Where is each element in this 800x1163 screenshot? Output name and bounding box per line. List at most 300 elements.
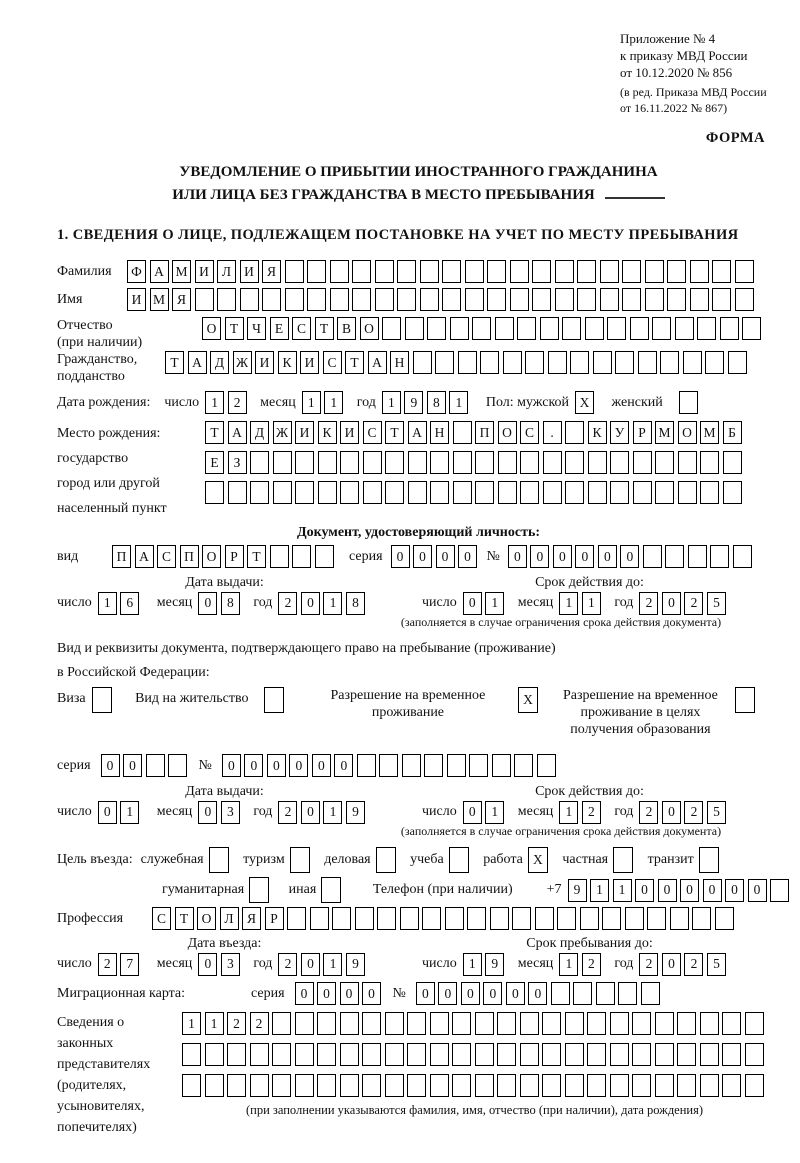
char-box[interactable] (408, 481, 427, 504)
char-box[interactable] (250, 451, 269, 474)
char-box[interactable]: У (610, 421, 629, 444)
char-box[interactable] (475, 451, 494, 474)
char-box[interactable]: М (150, 288, 169, 311)
char-box[interactable] (362, 1074, 381, 1097)
char-box[interactable] (577, 260, 596, 283)
char-box[interactable]: Я (242, 907, 261, 930)
char-box[interactable] (480, 351, 499, 374)
char-box[interactable]: 7 (120, 953, 139, 976)
char-box[interactable]: 0 (334, 754, 353, 777)
checkbox[interactable] (376, 847, 396, 873)
char-box[interactable] (712, 288, 731, 311)
char-box[interactable]: 0 (483, 982, 502, 1005)
char-box[interactable] (723, 451, 742, 474)
char-box[interactable]: Е (270, 317, 289, 340)
char-box[interactable]: М (655, 421, 674, 444)
char-box[interactable] (535, 907, 554, 930)
char-box[interactable]: 0 (317, 982, 336, 1005)
char-box[interactable] (600, 288, 619, 311)
char-box[interactable] (307, 288, 326, 311)
char-box[interactable]: Т (247, 545, 266, 568)
char-box[interactable] (330, 288, 349, 311)
char-box[interactable] (182, 1043, 201, 1066)
char-box[interactable] (495, 317, 514, 340)
char-box[interactable]: И (300, 351, 319, 374)
char-box[interactable] (146, 754, 165, 777)
char-box[interactable]: 0 (508, 545, 527, 568)
char-box[interactable] (690, 260, 709, 283)
char-box[interactable] (385, 1012, 404, 1035)
char-box[interactable] (728, 351, 747, 374)
char-box[interactable] (723, 481, 742, 504)
char-box[interactable] (697, 317, 716, 340)
char-box[interactable] (670, 907, 689, 930)
char-box[interactable]: Б (723, 421, 742, 444)
char-box[interactable] (551, 982, 570, 1005)
char-box[interactable] (453, 421, 472, 444)
char-box[interactable] (647, 907, 666, 930)
char-box[interactable] (407, 1043, 426, 1066)
char-box[interactable] (382, 317, 401, 340)
char-box[interactable] (577, 288, 596, 311)
char-box[interactable] (475, 1074, 494, 1097)
char-box[interactable] (475, 481, 494, 504)
char-box[interactable]: 0 (658, 879, 677, 902)
char-box[interactable] (596, 982, 615, 1005)
char-box[interactable]: 9 (346, 801, 365, 824)
char-box[interactable] (677, 1043, 696, 1066)
char-box[interactable]: 0 (436, 545, 455, 568)
char-box[interactable] (272, 1043, 291, 1066)
checkbox[interactable] (321, 877, 341, 903)
char-box[interactable] (379, 754, 398, 777)
char-box[interactable] (375, 260, 394, 283)
char-box[interactable] (227, 1043, 246, 1066)
char-box[interactable] (565, 421, 584, 444)
char-box[interactable]: 0 (198, 801, 217, 824)
char-box[interactable] (677, 1074, 696, 1097)
char-box[interactable] (465, 260, 484, 283)
char-box[interactable] (745, 1074, 764, 1097)
char-box[interactable]: 1 (485, 801, 504, 824)
char-box[interactable]: Т (385, 421, 404, 444)
char-box[interactable]: К (318, 421, 337, 444)
char-box[interactable]: А (408, 421, 427, 444)
char-box[interactable]: 1 (302, 391, 321, 414)
char-box[interactable] (317, 1074, 336, 1097)
char-box[interactable] (407, 1012, 426, 1035)
char-box[interactable] (318, 481, 337, 504)
char-box[interactable] (315, 545, 334, 568)
char-box[interactable] (688, 545, 707, 568)
char-box[interactable] (655, 1012, 674, 1035)
char-box[interactable]: 0 (416, 982, 435, 1005)
char-box[interactable]: 0 (680, 879, 699, 902)
char-box[interactable] (565, 451, 584, 474)
char-box[interactable]: О (678, 421, 697, 444)
char-box[interactable] (362, 1043, 381, 1066)
char-box[interactable] (632, 1043, 651, 1066)
char-box[interactable] (565, 1043, 584, 1066)
checkbox[interactable] (209, 847, 229, 873)
char-box[interactable] (385, 451, 404, 474)
char-box[interactable] (690, 288, 709, 311)
char-box[interactable]: З (228, 451, 247, 474)
char-box[interactable] (555, 260, 574, 283)
char-box[interactable]: С (152, 907, 171, 930)
char-box[interactable]: 0 (301, 592, 320, 615)
char-box[interactable]: 0 (295, 982, 314, 1005)
char-box[interactable] (532, 288, 551, 311)
char-box[interactable] (413, 351, 432, 374)
char-box[interactable]: 2 (228, 391, 247, 414)
char-box[interactable] (565, 1012, 584, 1035)
char-box[interactable]: О (498, 421, 517, 444)
char-box[interactable] (217, 288, 236, 311)
char-box[interactable]: О (202, 317, 221, 340)
char-box[interactable]: Ж (233, 351, 252, 374)
char-box[interactable]: А (150, 260, 169, 283)
char-box[interactable] (543, 481, 562, 504)
char-box[interactable] (472, 317, 491, 340)
char-box[interactable]: П (180, 545, 199, 568)
char-box[interactable] (630, 317, 649, 340)
char-box[interactable] (402, 754, 421, 777)
char-box[interactable] (580, 907, 599, 930)
char-box[interactable]: 0 (598, 545, 617, 568)
char-box[interactable] (340, 451, 359, 474)
char-box[interactable] (270, 545, 289, 568)
char-box[interactable]: 0 (198, 953, 217, 976)
char-box[interactable] (330, 260, 349, 283)
char-box[interactable]: А (228, 421, 247, 444)
char-box[interactable] (710, 545, 729, 568)
char-box[interactable] (377, 907, 396, 930)
char-box[interactable]: 0 (413, 545, 432, 568)
checkbox[interactable] (92, 687, 112, 713)
char-box[interactable] (622, 260, 641, 283)
char-box[interactable] (503, 351, 522, 374)
char-box[interactable] (205, 1074, 224, 1097)
char-box[interactable]: 0 (458, 545, 477, 568)
char-box[interactable] (475, 1043, 494, 1066)
char-box[interactable] (562, 317, 581, 340)
char-box[interactable] (678, 451, 697, 474)
char-box[interactable]: М (172, 260, 191, 283)
char-box[interactable] (498, 451, 517, 474)
char-box[interactable]: 0 (662, 953, 681, 976)
char-box[interactable]: 0 (662, 801, 681, 824)
char-box[interactable]: Л (217, 260, 236, 283)
char-box[interactable]: 2 (684, 801, 703, 824)
char-box[interactable] (292, 545, 311, 568)
char-box[interactable] (397, 288, 416, 311)
char-box[interactable] (352, 260, 371, 283)
char-box[interactable] (363, 481, 382, 504)
char-box[interactable] (285, 288, 304, 311)
char-box[interactable] (317, 1043, 336, 1066)
char-box[interactable]: 1 (205, 391, 224, 414)
char-box[interactable] (285, 260, 304, 283)
char-box[interactable] (362, 1012, 381, 1035)
char-box[interactable]: 2 (278, 801, 297, 824)
char-box[interactable] (397, 260, 416, 283)
char-box[interactable] (458, 351, 477, 374)
char-box[interactable]: Р (265, 907, 284, 930)
char-box[interactable]: И (127, 288, 146, 311)
char-box[interactable]: 2 (684, 592, 703, 615)
char-box[interactable]: Н (390, 351, 409, 374)
char-box[interactable]: 2 (278, 953, 297, 976)
char-box[interactable] (400, 907, 419, 930)
char-box[interactable] (452, 1043, 471, 1066)
char-box[interactable] (625, 907, 644, 930)
char-box[interactable] (555, 288, 574, 311)
char-box[interactable] (641, 982, 660, 1005)
char-box[interactable] (168, 754, 187, 777)
char-box[interactable]: С (520, 421, 539, 444)
char-box[interactable] (520, 451, 539, 474)
char-box[interactable]: К (278, 351, 297, 374)
char-box[interactable] (287, 907, 306, 930)
char-box[interactable] (722, 1012, 741, 1035)
char-box[interactable] (427, 317, 446, 340)
char-box[interactable]: 3 (221, 953, 240, 976)
char-box[interactable] (655, 451, 674, 474)
char-box[interactable]: 0 (312, 754, 331, 777)
char-box[interactable] (452, 1012, 471, 1035)
checkbox[interactable] (264, 687, 284, 713)
checkbox[interactable] (249, 877, 269, 903)
char-box[interactable]: 2 (250, 1012, 269, 1035)
char-box[interactable]: Я (172, 288, 191, 311)
char-box[interactable] (273, 481, 292, 504)
char-box[interactable] (585, 317, 604, 340)
checkbox[interactable]: X (575, 391, 594, 414)
char-box[interactable] (542, 1043, 561, 1066)
char-box[interactable] (700, 1043, 719, 1066)
char-box[interactable] (610, 1012, 629, 1035)
char-box[interactable] (565, 481, 584, 504)
char-box[interactable] (510, 288, 529, 311)
char-box[interactable]: 8 (427, 391, 446, 414)
char-box[interactable] (610, 481, 629, 504)
char-box[interactable] (497, 1074, 516, 1097)
char-box[interactable] (295, 481, 314, 504)
char-box[interactable]: 5 (707, 592, 726, 615)
char-box[interactable]: 1 (323, 801, 342, 824)
char-box[interactable] (430, 481, 449, 504)
char-box[interactable] (678, 481, 697, 504)
char-box[interactable] (548, 351, 567, 374)
char-box[interactable] (490, 907, 509, 930)
char-box[interactable] (205, 481, 224, 504)
char-box[interactable] (573, 982, 592, 1005)
char-box[interactable]: 0 (530, 545, 549, 568)
char-box[interactable]: Т (205, 421, 224, 444)
char-box[interactable]: И (340, 421, 359, 444)
char-box[interactable]: О (202, 545, 221, 568)
char-box[interactable] (645, 260, 664, 283)
char-box[interactable] (565, 1074, 584, 1097)
char-box[interactable]: 0 (725, 879, 744, 902)
char-box[interactable]: 2 (98, 953, 117, 976)
char-box[interactable] (633, 481, 652, 504)
char-box[interactable] (742, 317, 761, 340)
char-box[interactable] (250, 1074, 269, 1097)
char-box[interactable] (497, 1043, 516, 1066)
char-box[interactable]: А (188, 351, 207, 374)
char-box[interactable] (520, 1074, 539, 1097)
char-box[interactable]: 0 (748, 879, 767, 902)
char-box[interactable]: 1 (590, 879, 609, 902)
char-box[interactable]: 0 (553, 545, 572, 568)
char-box[interactable] (340, 1043, 359, 1066)
char-box[interactable] (652, 317, 671, 340)
char-box[interactable] (385, 481, 404, 504)
char-box[interactable]: 2 (684, 953, 703, 976)
char-box[interactable]: 6 (120, 592, 139, 615)
char-box[interactable] (498, 481, 517, 504)
char-box[interactable]: Д (250, 421, 269, 444)
char-box[interactable]: 1 (182, 1012, 201, 1035)
char-box[interactable] (430, 451, 449, 474)
char-box[interactable]: Т (175, 907, 194, 930)
char-box[interactable]: 0 (98, 801, 117, 824)
char-box[interactable] (442, 288, 461, 311)
char-box[interactable] (340, 481, 359, 504)
char-box[interactable] (570, 351, 589, 374)
char-box[interactable]: 1 (120, 801, 139, 824)
char-box[interactable] (665, 545, 684, 568)
char-box[interactable]: С (323, 351, 342, 374)
char-box[interactable] (318, 451, 337, 474)
char-box[interactable]: 0 (244, 754, 263, 777)
checkbox[interactable] (735, 687, 755, 713)
char-box[interactable] (228, 481, 247, 504)
char-box[interactable]: 2 (227, 1012, 246, 1035)
char-box[interactable] (317, 1012, 336, 1035)
char-box[interactable] (385, 1043, 404, 1066)
char-box[interactable] (497, 1012, 516, 1035)
char-box[interactable]: Д (210, 351, 229, 374)
char-box[interactable] (715, 907, 734, 930)
char-box[interactable]: 0 (703, 879, 722, 902)
char-box[interactable]: 0 (289, 754, 308, 777)
char-box[interactable] (705, 351, 724, 374)
char-box[interactable]: П (475, 421, 494, 444)
char-box[interactable]: А (135, 545, 154, 568)
char-box[interactable]: Р (225, 545, 244, 568)
char-box[interactable] (588, 481, 607, 504)
char-box[interactable]: И (295, 421, 314, 444)
char-box[interactable] (273, 451, 292, 474)
char-box[interactable] (532, 260, 551, 283)
char-box[interactable] (615, 351, 634, 374)
char-box[interactable]: 0 (267, 754, 286, 777)
char-box[interactable] (352, 288, 371, 311)
char-box[interactable] (692, 907, 711, 930)
char-box[interactable] (250, 1043, 269, 1066)
char-box[interactable] (667, 260, 686, 283)
char-box[interactable] (262, 288, 281, 311)
char-box[interactable] (250, 481, 269, 504)
char-box[interactable] (632, 1074, 651, 1097)
char-box[interactable]: 1 (463, 953, 482, 976)
char-box[interactable]: Т (225, 317, 244, 340)
char-box[interactable] (720, 317, 739, 340)
char-box[interactable]: 0 (463, 592, 482, 615)
char-box[interactable] (422, 907, 441, 930)
char-box[interactable] (638, 351, 657, 374)
char-box[interactable] (735, 260, 754, 283)
char-box[interactable] (385, 1074, 404, 1097)
char-box[interactable]: 2 (639, 953, 658, 976)
char-box[interactable] (593, 351, 612, 374)
char-box[interactable] (622, 288, 641, 311)
char-box[interactable] (453, 451, 472, 474)
char-box[interactable]: 0 (301, 801, 320, 824)
char-box[interactable] (363, 451, 382, 474)
char-box[interactable] (447, 754, 466, 777)
char-box[interactable]: 1 (323, 953, 342, 976)
char-box[interactable]: 0 (391, 545, 410, 568)
char-box[interactable]: Ж (273, 421, 292, 444)
char-box[interactable]: 2 (278, 592, 297, 615)
checkbox[interactable] (613, 847, 633, 873)
char-box[interactable]: 0 (123, 754, 142, 777)
char-box[interactable] (675, 317, 694, 340)
char-box[interactable] (610, 1074, 629, 1097)
char-box[interactable] (655, 481, 674, 504)
char-box[interactable]: 0 (301, 953, 320, 976)
char-box[interactable] (683, 351, 702, 374)
char-box[interactable]: 1 (98, 592, 117, 615)
char-box[interactable]: 9 (404, 391, 423, 414)
char-box[interactable] (295, 451, 314, 474)
char-box[interactable]: 0 (362, 982, 381, 1005)
char-box[interactable]: А (368, 351, 387, 374)
char-box[interactable]: 0 (461, 982, 480, 1005)
char-box[interactable]: 2 (639, 592, 658, 615)
char-box[interactable]: 0 (528, 982, 547, 1005)
char-box[interactable]: С (157, 545, 176, 568)
char-box[interactable] (430, 1043, 449, 1066)
char-box[interactable] (677, 1012, 696, 1035)
char-box[interactable] (770, 879, 789, 902)
char-box[interactable] (420, 288, 439, 311)
char-box[interactable] (420, 260, 439, 283)
char-box[interactable]: 1 (582, 592, 601, 615)
char-box[interactable] (520, 1043, 539, 1066)
char-box[interactable] (310, 907, 329, 930)
char-box[interactable]: . (543, 421, 562, 444)
char-box[interactable] (610, 1043, 629, 1066)
char-box[interactable] (205, 1043, 224, 1066)
char-box[interactable]: 8 (346, 592, 365, 615)
char-box[interactable]: 0 (635, 879, 654, 902)
char-box[interactable] (467, 907, 486, 930)
char-box[interactable] (745, 1012, 764, 1035)
char-box[interactable]: 2 (582, 801, 601, 824)
char-box[interactable] (735, 288, 754, 311)
char-box[interactable]: 0 (198, 592, 217, 615)
char-box[interactable]: К (588, 421, 607, 444)
char-box[interactable] (588, 451, 607, 474)
char-box[interactable] (587, 1043, 606, 1066)
char-box[interactable]: П (112, 545, 131, 568)
char-box[interactable]: 0 (222, 754, 241, 777)
